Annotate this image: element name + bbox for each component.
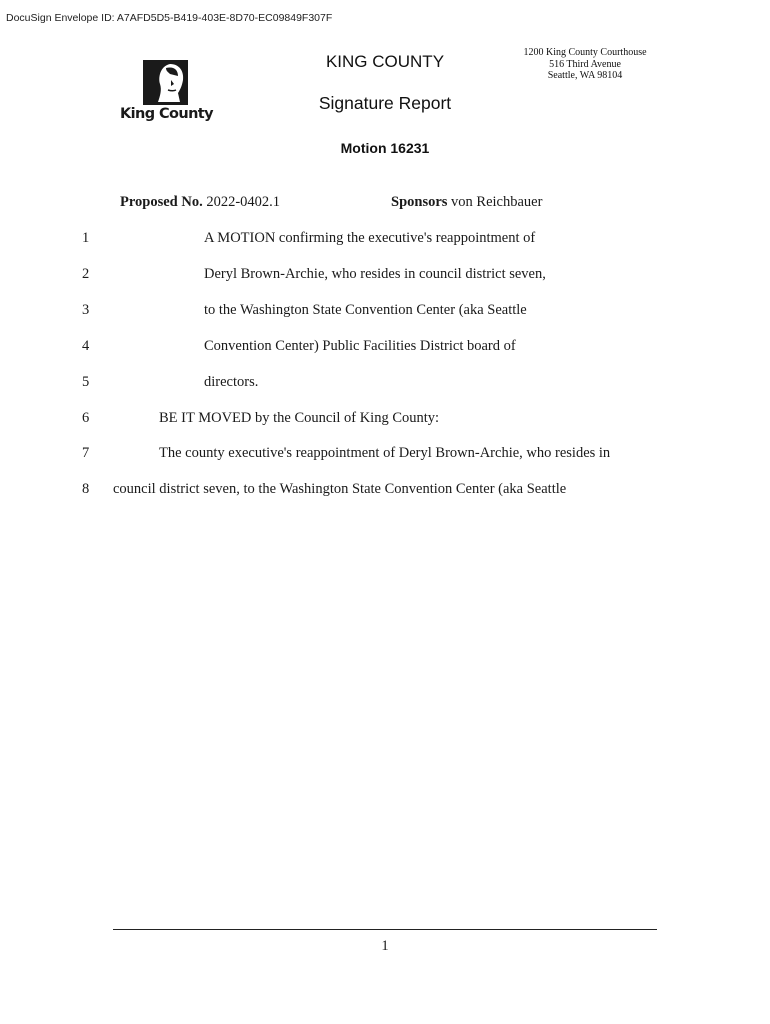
courthouse-address	[510, 47, 660, 82]
address-line: 1200 King County Courthouse	[523, 47, 647, 58]
motion-number: Motion 16231	[340, 140, 430, 156]
line-number: 1	[82, 230, 90, 246]
line-number: 2	[82, 266, 90, 282]
address-line: 516 Third Avenue	[549, 58, 621, 70]
proposed-label: Proposed No.	[120, 194, 203, 210]
line-text: BE IT MOVED by the Council of King County:	[159, 410, 440, 426]
proposed-number	[120, 194, 280, 211]
proposed-value: 2022-0402.1	[206, 194, 281, 210]
line-text: directors.	[204, 374, 259, 390]
line-number: 7	[82, 445, 90, 461]
page-number: 1	[381, 938, 389, 954]
line-text: Convention Center) Public Facilities District board of	[204, 338, 516, 354]
sponsors-value: von Reichbauer	[451, 194, 543, 210]
footer-rule	[113, 929, 657, 930]
line-text: The county executive's reappointment of Deryl Brown-Archie, who resides in	[159, 445, 611, 461]
line-text: to the Washington State Convention Center (aka Seattle	[204, 302, 527, 318]
line-text: Deryl Brown-Archie, who resides in council district seven,	[204, 266, 546, 282]
sponsors	[391, 194, 542, 211]
address-line: Seattle, WA 98104	[547, 70, 623, 81]
docusign-envelope-id: DocuSign Envelope ID: A7AFD5D5-B419-403E-8D70-EC09849F307F	[6, 12, 333, 24]
line-text: council district seven, to the Washington State Convention Center (aka Seattle	[113, 481, 567, 497]
sponsors-label: Sponsors	[391, 194, 448, 210]
line-number: 5	[82, 374, 90, 390]
logo-wordmark: King County	[120, 106, 213, 122]
line-number: 4	[82, 338, 90, 354]
line-text: A MOTION confirming the executive's reappointment of	[204, 230, 536, 246]
line-number: 6	[82, 410, 90, 426]
line-number: 3	[82, 302, 90, 318]
county-heading: KING COUNTY	[325, 52, 445, 71]
report-title: Signature Report	[318, 93, 452, 113]
line-number: 8	[82, 481, 90, 497]
